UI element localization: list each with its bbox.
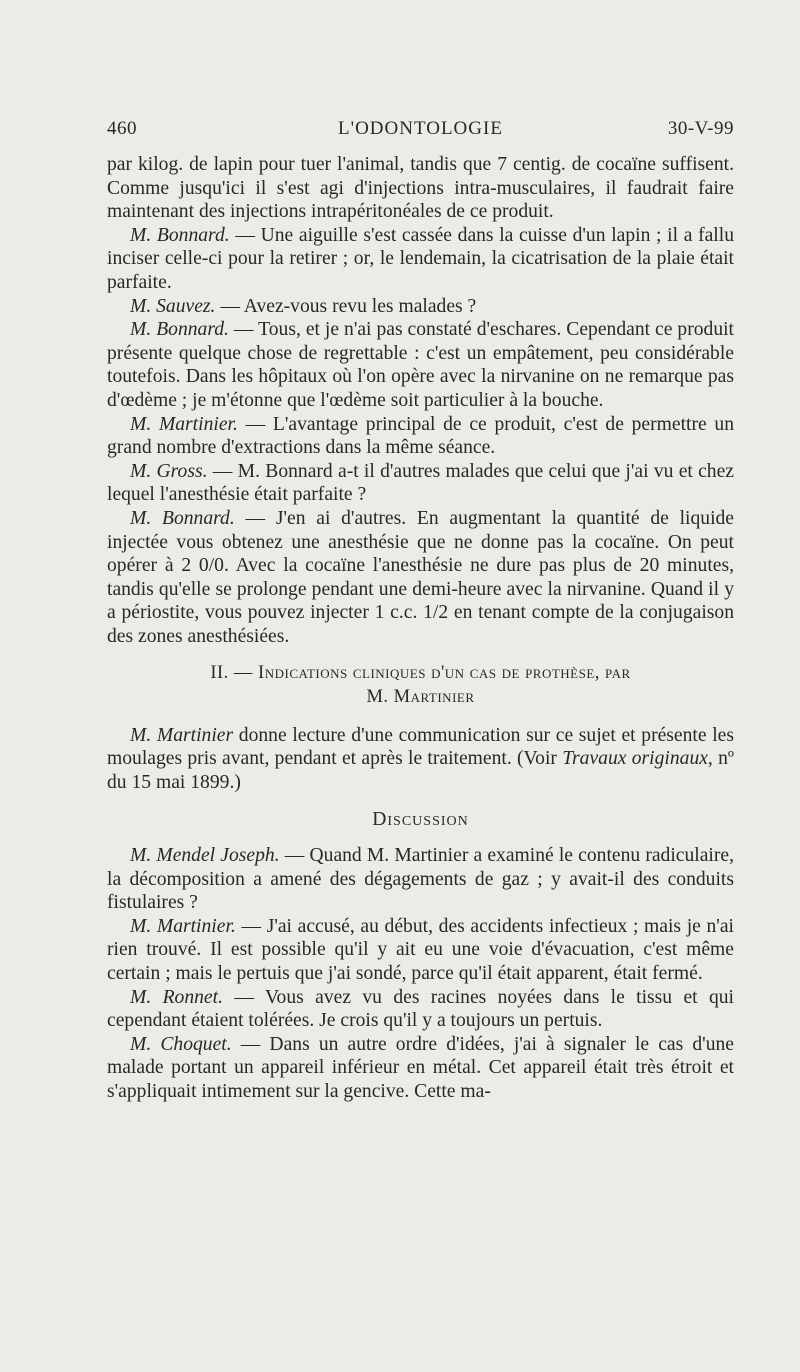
speech-text: — Une aiguille s'est cassée dans la cuisse d'un lapin ; il a fallu inciser celle-ci pour la retirer ; or, le lendemain, la cicatrisation de la plaie était parfaite.: [107, 224, 734, 293]
paragraph-3: [107, 318, 734, 412]
speaker-name: M. Martinier.: [130, 915, 236, 937]
section-intro: M. Martinier donne lecture d'une communication sur ce sujet et présente les moulages pris avant, pendant et après le traitement. (Voir Travaux originaux, nº du 15 mai 1899.): [107, 724, 734, 793]
speech-text: — J'en ai d'autres. En augmentant la quantité de liquide injectée vous obtenez une anesthésie que ne donne pas la cocaïne. On peut opérer à 2 0/0. Avec la cocaïne l'anesthésie ne dure pas plus de 20 minutes, tandis qu'elle se prolonge pendant une demi-heure avec la nirvanine. Quand il y a périostite, vous pouvez injecter 1 c.c. 1/2 en tenant compte de la conjugaison des zones anesthésiées.: [107, 507, 735, 647]
discussion-heading: Discussion: [372, 809, 469, 831]
page-body: [107, 153, 734, 1104]
paragraph-1: [107, 224, 734, 295]
speaker-name: M. Martinier.: [130, 413, 238, 435]
paragraph-5: [107, 460, 734, 507]
speaker-name: M. Choquet.: [130, 1033, 232, 1055]
speech-text: — Dans un autre ordre d'idées, j'ai à signaler le cas d'une malade portant un appareil inférieur en métal. Cet appareil était très étroit et s'appliquait intimement sur la gencive. Cette ma-: [107, 1033, 734, 1102]
speaker-name: M. Gross.: [130, 460, 208, 482]
speech-text: — Tous, et je n'ai pas constaté d'eschares. Cependant ce produit présente quelque chose de regrettable : c'est un empâtement, peu considérable toutefois. Dans les hôpitaux où l'on opère avec la nirvanine on ne remarque pas d'œdème ; je m'étonne que l'œdème soit particulier à la bouche.: [107, 319, 734, 411]
speech-text: — Avez-vous revu les malades ?: [220, 295, 477, 317]
speech-text: — L'avantage principal de ce produit, c'est de permettre un grand nombre d'extractions dans la même séance.: [107, 413, 734, 459]
paragraph-6: [107, 507, 734, 649]
speech-text: — M. Bonnard a-t il d'autres malades que celui que j'ai vu et chez lequel l'anesthésie était parfaite ?: [107, 460, 734, 506]
discussion-paragraph: [107, 986, 734, 1033]
speech-text: — Vous avez vu des racines noyées dans le tissu et qui cependant étaient tolérées. Je crois qu'il y a toujours un pertuis.: [107, 986, 734, 1032]
running-header: [107, 118, 734, 148]
paragraph-4: [107, 413, 734, 460]
speech-text: — Quand M. Martinier a examiné le contenu radiculaire, la décomposition a amené des dégagements de gaz ; y avait-il des conduits fistulaires ?: [107, 845, 734, 914]
paragraph-0: par kilog. de lapin pour tuer l'animal, tandis que 7 centig. de cocaïne suffisent. Comme jusqu'ici il s'est agi d'injections intra-musculaires, il faudrait faire maintenant des injections intrapéritonéales de ce produit.: [107, 154, 734, 223]
speaker-name: M. Martinier: [130, 724, 234, 746]
speech-text: — J'ai accusé, au début, des accidents infectieux ; mais je n'ai rien trouvé. Il est possible qu'il y ait eu une voie d'évacuation, c'est même certain ; mais le pertuis que j'ai sondé, parce qu'il était apparent, était fermé.: [107, 915, 734, 984]
discussion-paragraph: [107, 1033, 734, 1104]
discussion-paragraph: [107, 915, 734, 986]
speaker-name: M. Sauvez.: [130, 295, 216, 317]
speaker-name: M. Bonnard.: [130, 319, 229, 341]
discussion-paragraph: [107, 844, 734, 915]
journal-title: L'ODONTOLOGIE: [338, 118, 503, 139]
speaker-name: M. Bonnard.: [130, 224, 230, 246]
reference-title: Travaux originaux,: [562, 748, 713, 770]
paragraph-2: [107, 295, 734, 319]
speaker-name: M. Ronnet.: [130, 986, 223, 1008]
page-number: 460: [107, 118, 137, 139]
speaker-name: M. Bonnard.: [130, 507, 235, 529]
speaker-name: M. Mendel Joseph.: [130, 845, 280, 867]
issue-date: 30-V-99: [667, 118, 734, 139]
section-heading: II. — Indications cliniques d'un cas de prothèse, par: [210, 663, 631, 684]
section-heading-author: M. Martinier: [366, 687, 475, 708]
